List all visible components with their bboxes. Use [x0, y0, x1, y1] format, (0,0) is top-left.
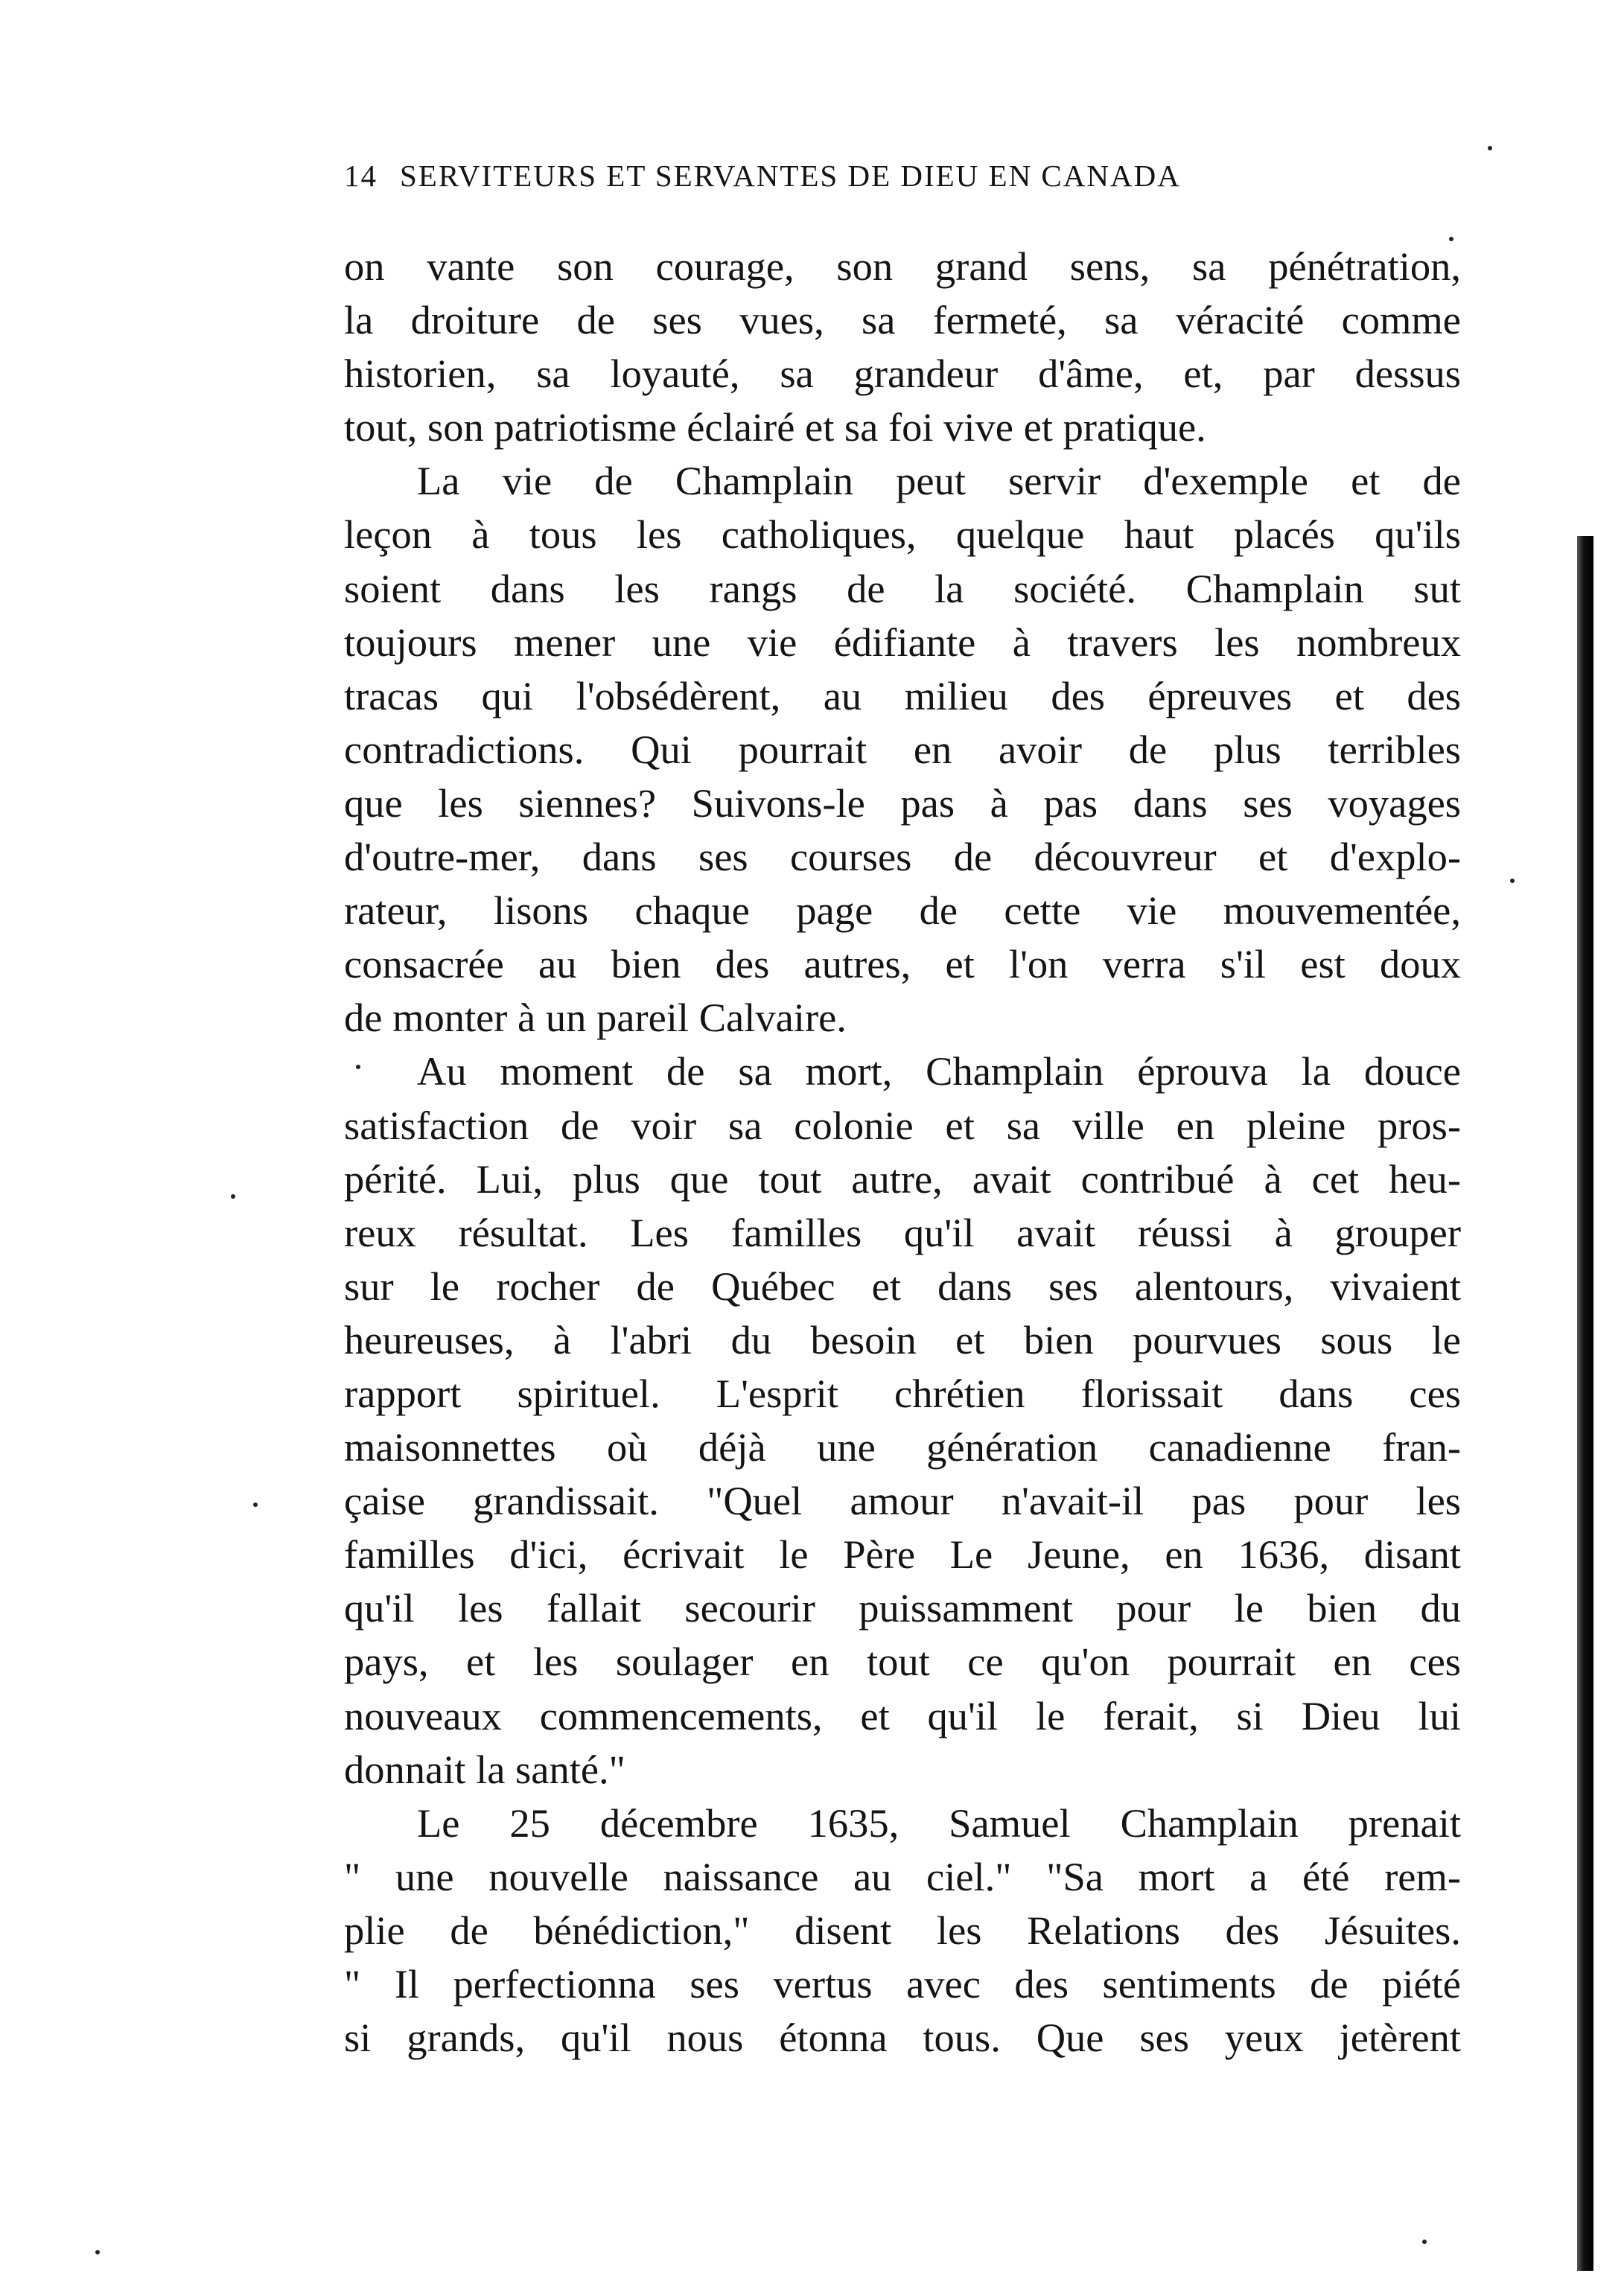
scan-speck [1422, 2240, 1427, 2244]
text-line: rapport spirituel. L'esprit chrétien florissait dans ces [344, 1370, 1461, 1416]
text-line: contradictions. Qui pourrait en avoir de plus terribles [344, 726, 1461, 772]
text-line: Au moment de sa mort, Champlain éprouva la douce [417, 1048, 1461, 1094]
scan-speck [253, 1502, 258, 1507]
binding-shadow [1577, 536, 1593, 2271]
scan-speck [95, 2250, 100, 2254]
text-line: " Il perfectionna ses vertus avec des sentiments de piété [344, 1961, 1461, 2007]
text-line: familles d'ici, écrivait le Père Le Jeune, en 1636, disant [344, 1532, 1461, 1578]
text-line: la droiture de ses vues, sa fermeté, sa véracité comme [344, 297, 1461, 343]
text-line: reux résultat. Les familles qu'il avait réussi à grouper [344, 1209, 1461, 1255]
text-line: sur le rocher de Québec et dans ses alentours, vivaient [344, 1263, 1461, 1309]
text-line: historien, sa loyauté, sa grandeur d'âme, et, par dessus [344, 351, 1461, 397]
page-number: 14 [344, 159, 378, 193]
text-line: de monter à un pareil Calvaire. [344, 995, 847, 1041]
text-line: Le 25 décembre 1635, Samuel Champlain prenait [417, 1800, 1461, 1846]
text-line: maisonnettes où déjà une génération canadienne fran- [344, 1424, 1461, 1470]
text-line: que les siennes? Suivons-le pas à pas dans ses voyages [344, 780, 1461, 826]
text-line: satisfaction de voir sa colonie et sa ville en pleine pros- [344, 1102, 1461, 1148]
text-line: consacrée au bien des autres, et l'on verra s'il est doux [344, 941, 1461, 987]
scan-speck [1449, 237, 1453, 241]
text-line: si grands, qu'il nous étonna tous. Que ses yeux jetèrent [344, 2015, 1461, 2061]
text-line: donnait la santé." [344, 1746, 625, 1792]
text-line: pays, et les soulager en tout ce qu'on pourrait en ces [344, 1639, 1461, 1685]
text-line: heureuses, à l'abri du besoin et bien pourvues sous le [344, 1316, 1461, 1362]
text-line: çaise grandissait. "Quel amour n'avait-il pas pour les [344, 1478, 1461, 1524]
text-line: soient dans les rangs de la société. Champlain sut [344, 565, 1461, 611]
scan-speck [1488, 146, 1492, 150]
scan-speck [231, 1194, 235, 1199]
scan-speck [1510, 879, 1515, 883]
text-line: leçon à tous les catholiques, quelque haut placés qu'ils [344, 511, 1461, 558]
text-line: La vie de Champlain peut servir d'exemple et de [417, 458, 1461, 504]
text-line: d'outre-mer, dans ses courses de découvreur et d'explo- [344, 834, 1461, 880]
running-title: SERVITEURS ET SERVANTES DE DIEU EN CANADA [400, 159, 1181, 193]
scan-speck [356, 1065, 360, 1069]
text-line: nouveaux commencements, et qu'il le ferait, si Dieu lui [344, 1692, 1461, 1738]
text-line: tout, son patriotisme éclairé et sa foi vive et pratique. [344, 404, 1206, 450]
running-head [344, 158, 1379, 194]
text-line: qu'il les fallait secourir puissamment pour le bien du [344, 1585, 1461, 1631]
text-line: plie de bénédiction," disent les Relations des Jésuites. [344, 1907, 1461, 1953]
text-line: rateur, lisons chaque page de cette vie mouvementée, [344, 887, 1461, 934]
body-text [344, 240, 1461, 2065]
text-line: " une nouvelle naissance au ciel." "Sa mort a été rem- [344, 1853, 1461, 1899]
text-line: toujours mener une vie édifiante à travers les nombreux [344, 619, 1461, 665]
text-line: on vante son courage, son grand sens, sa pénétration, [344, 243, 1461, 289]
text-line: périté. Lui, plus que tout autre, avait contribué à cet heu- [344, 1156, 1461, 1202]
text-line: tracas qui l'obsédèrent, au milieu des épreuves et des [344, 672, 1461, 718]
